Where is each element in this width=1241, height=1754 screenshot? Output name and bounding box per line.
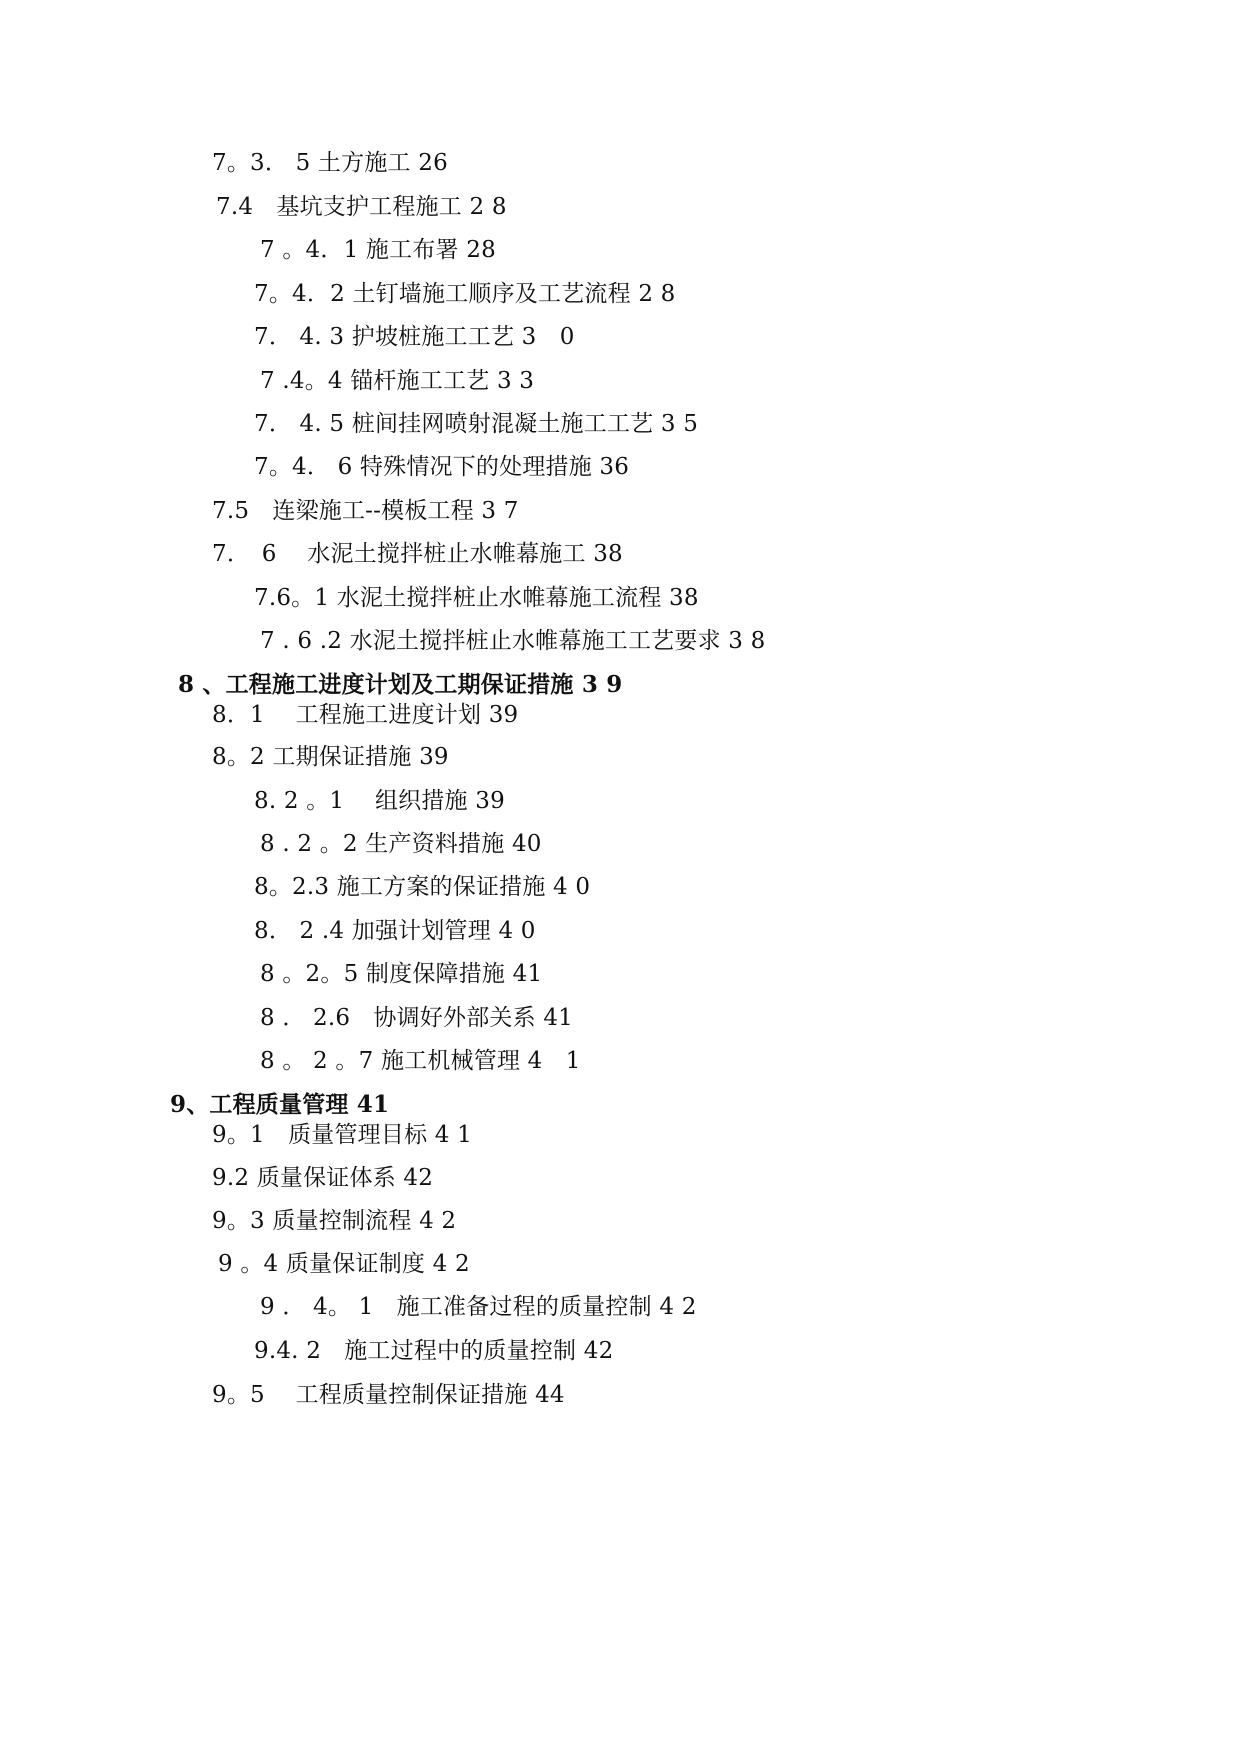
toc-entry[interactable]: 7 . 6 .2 水泥土搅拌桩止水帷幕施工工艺要求 3 8	[260, 628, 766, 654]
toc-entry[interactable]: 9。5 工程质量控制保证措施 44	[212, 1382, 565, 1408]
toc-entry[interactable]: 8 ． 2.6 协调好外部关系 41	[260, 1005, 574, 1031]
toc-entry[interactable]: 8 。2。5 制度保障措施 41	[260, 961, 543, 987]
toc-entry[interactable]: 8 。 2 。7 施工机械管理 4 1	[260, 1048, 581, 1074]
toc-entry[interactable]: 8 . 2 。2 生产资料措施 40	[260, 831, 542, 857]
toc-entry[interactable]: 7。4． 6 特殊情况下的处理措施 36	[254, 454, 630, 480]
toc-entry[interactable]: 8．1 工程施工进度计划 39	[212, 702, 519, 728]
toc-entry[interactable]: 7.5 连梁施工--模板工程 3 7	[212, 498, 519, 524]
toc-entry[interactable]: 9。3 质量控制流程 4 2	[212, 1208, 457, 1234]
toc-entry[interactable]: 7。4．2 土钉墙施工顺序及工艺流程 2 8	[254, 281, 676, 307]
toc-entry[interactable]: 7． 4. 5 桩间挂网喷射混凝土施工工艺 3 5	[254, 411, 699, 437]
toc-entry[interactable]: 8。2.3 施工方案的保证措施 4 0	[254, 874, 591, 900]
toc-section-heading[interactable]: 9、工程质量管理 41	[170, 1091, 390, 1118]
toc-entry[interactable]: 7。3． 5 土方施工 26	[212, 150, 448, 176]
toc-entry[interactable]: 8． 2 .4 加强计划管理 4 0	[254, 918, 536, 944]
toc-entry[interactable]: 7.4 基坑支护工程施工 2 8	[216, 194, 507, 220]
toc-entry[interactable]: 9 ． 4。 1 施工准备过程的质量控制 4 2	[260, 1294, 697, 1320]
toc-entry[interactable]: 9 。4 质量保证制度 4 2	[218, 1251, 470, 1277]
toc-entry[interactable]: 9.2 质量保证体系 42	[212, 1165, 434, 1191]
toc-entry[interactable]: 7 。4．1 施工布署 28	[260, 237, 496, 263]
toc-section-heading[interactable]: 8 、工程施工进度计划及工期保证措施 3 9	[178, 671, 623, 698]
toc-entry[interactable]: 8。2 工期保证措施 39	[212, 744, 449, 770]
toc-entry[interactable]: 9。1 质量管理目标 4 1	[212, 1122, 472, 1148]
toc-entry[interactable]: 8. 2 。1 组织措施 39	[254, 788, 505, 814]
toc-entry[interactable]: 7． 6 水泥土搅拌桩止水帷幕施工 38	[212, 541, 623, 567]
toc-entry[interactable]: 9.4. 2 施工过程中的质量控制 42	[254, 1338, 614, 1364]
toc-entry[interactable]: 7． 4. 3 护坡桩施工工艺 3 0	[254, 324, 575, 350]
toc-entry[interactable]: 7.6。1 水泥土搅拌桩止水帷幕施工流程 38	[254, 585, 699, 611]
toc-entry[interactable]: 7 .4。4 锚杆施工工艺 3 3	[260, 368, 535, 394]
